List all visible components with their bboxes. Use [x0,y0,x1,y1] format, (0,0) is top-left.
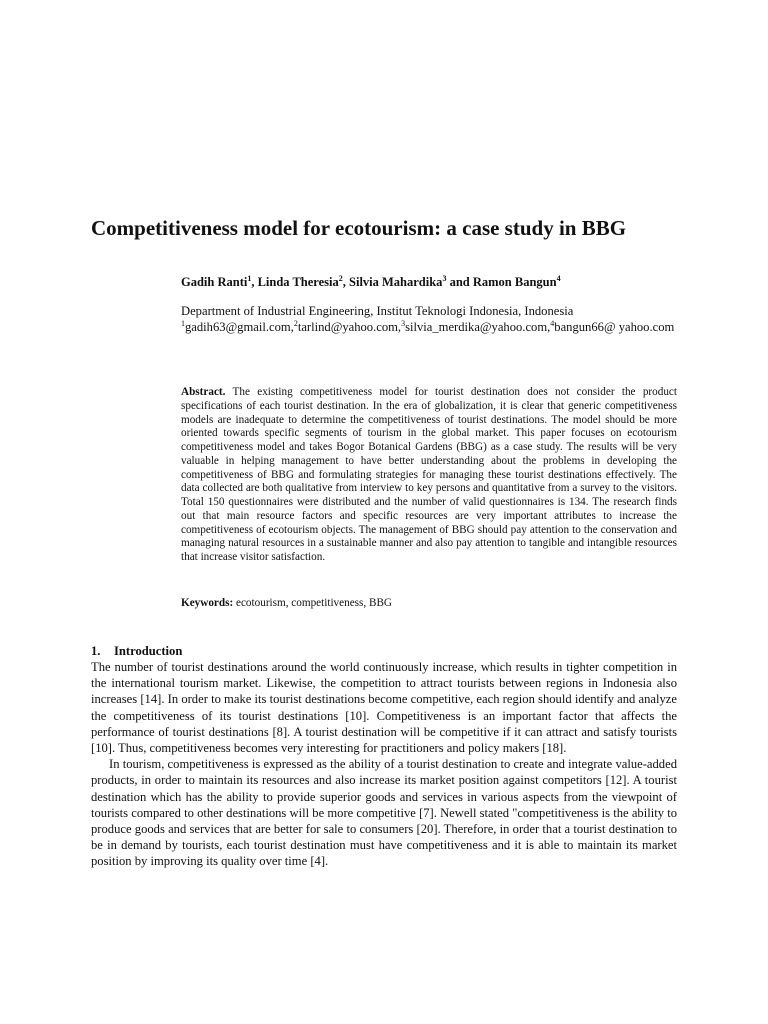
author-name: Linda Theresia [257,275,339,289]
author-name: Gadih Ranti [181,275,248,289]
keywords [181,597,677,611]
email-address: tarlind@yahoo.com, [297,320,402,334]
email-mark: 2 [293,318,298,328]
section-number: 1. [91,644,101,658]
author-list [181,273,701,291]
author-affiliation-mark: 1 [247,273,252,283]
author-affiliation-mark: 4 [556,273,561,283]
author-affiliation-mark: 3 [442,273,447,283]
abstract-label: Abstract. [181,386,226,398]
email-address: silvia_merdika@yahoo.com, [405,320,551,334]
author-separator: , [251,275,258,289]
email-address: gadih63@gmail.com, [185,320,294,334]
abstract-text: The existing competitiveness model for tourist destination does not consider the product specifications of each tourist destination. In the era of globalization, it is clear that generic competitiveness models are inadequate to determine the competitiveness of tourist destinations. The model should be more oriented towards specific segments of tourism in the global market. This paper focuses on ecotourism competitiveness model and takes Bogor Botanical Gardens (BBG) as a case study. The results will be very valuable in helping management to have better understanding about the problems in developing the competitiveness of BBG and formulating strategies for managing these tourist destinations effectively. The data collected are both qualitative from interview to key persons and quantitative from a survey to the visitors. Total 150 questionnaires were distributed and the number of valid questionnaires is 134. The research finds out that main resource factors and specific resources are very important attributes to increase the competitiveness of ecotourism objects. The management of BBG should pay attention to the conservation and managing natural resources in a sustainable manner and also pay attention to tangible and intangible resources that increase visitor satisfaction. [181,386,677,563]
section-heading [91,643,391,659]
author-separator: and [446,275,473,289]
author-affiliation: Department of Industrial Engineering, Institut Teknologi Indonesia, Indonesia [181,304,574,318]
email-mark: 4 [550,318,555,328]
abstract [181,386,677,565]
section-title: Introduction [114,644,183,658]
keywords-label: Keywords: [181,597,234,609]
section-body [91,659,677,870]
author-affiliation-mark: 2 [338,273,343,283]
paper-title: Competitiveness model for ecotourism: a case study in BBG [91,216,627,240]
email-address: bangun66@ yahoo.com [554,320,675,334]
author-name: Ramon Bangun [472,275,557,289]
email-mark: 3 [401,318,406,328]
keywords-text: ecotourism, competitiveness, BBG [236,597,392,609]
author-name: Silvia Mahardika [349,275,443,289]
author-separator: , [342,275,350,289]
body-paragraph: The number of tourist destinations around the world continuously increase, which results in tighter competition in the international tourism market. Likewise, the competition to attract tourists between regions in Indonesia also increases [14]. In order to make its tourist destinations become competitive, each region should identify and analyze the competitiveness of its tourist destinations [10]. Competitiveness is an important factor that affects the performance of tourist destinations [8]. A tourist destination will be competitive if it can attract and satisfy tourists [10]. Thus, competitiveness becomes very interesting for practitioners and policy makers [18]. [91,660,677,756]
body-paragraph: In tourism, competitiveness is expressed as the ability of a tourist destination to create and integrate value-added products, in order to maintain its resources and also increase its market position against competitors [12]. A tourist destination which has the ability to provide superior goods and services in various aspects from the viewpoint of tourists compared to other destinations will be more competitive [7]. Newell stated "competitiveness is the ability to produce goods and services that are better for sale to consumers [20]. Therefore, in order that a tourist destination to be in demand by tourists, each tourist destination must have competitiveness and it is able to maintain its market position by improving its quality over time [4]. [91,757,677,869]
email-mark: 1 [181,318,185,328]
author-emails [181,319,677,335]
